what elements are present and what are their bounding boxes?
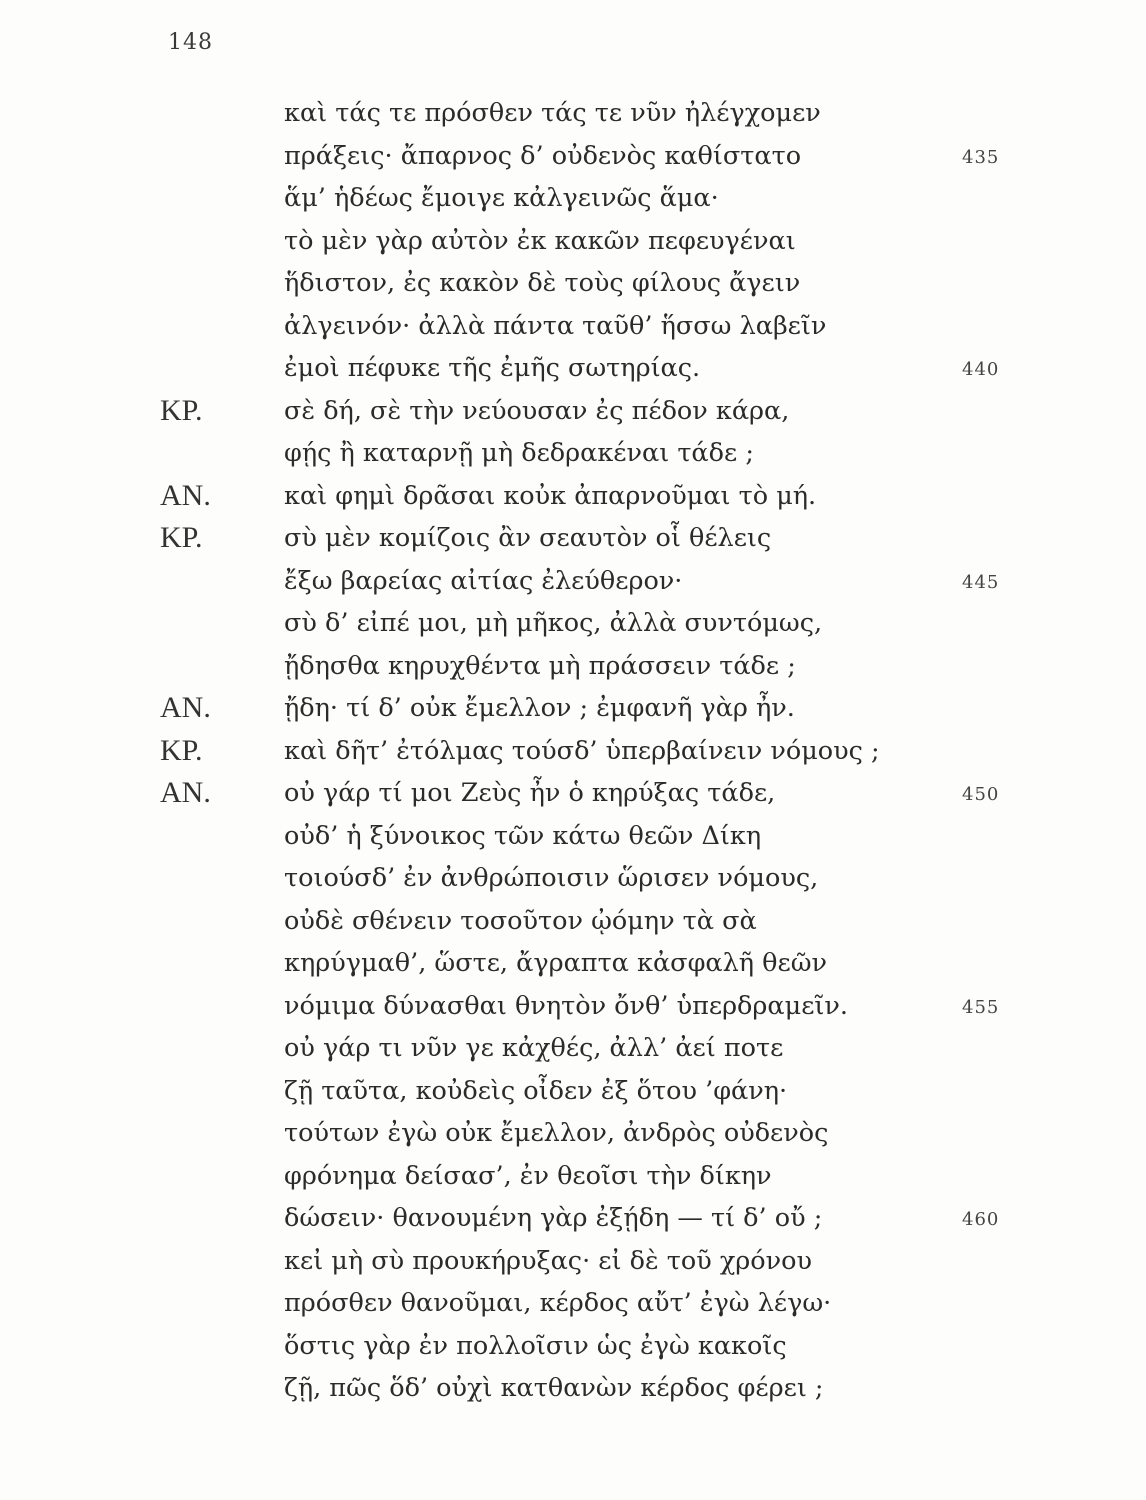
verse-line [0, 857, 1146, 900]
verse-line [0, 1112, 1146, 1155]
verse-text: ἔξω βαρείας αἰτίας ἐλεύθερον· [284, 565, 683, 596]
verse-text: ζῇ, πῶς ὅδ’ οὐχὶ κατθανὼν κέρδος φέρει ; [284, 1373, 824, 1403]
verse-text: ᾔδησθα κηρυχθέντα μὴ πράσσειν τάδε ; [284, 650, 796, 681]
verse-text: ζῇ ταῦτα, κοὐδεὶς οἶδεν ἐξ ὅτου ’φάνη· [284, 1075, 788, 1106]
speaker-label: ΑΝ. [160, 776, 211, 809]
line-number: 445 [962, 571, 1000, 593]
verse-text: ἥδιστον, ἐς κακὸν δὲ τοὺς φίλους ἄγειν [284, 268, 801, 298]
verse-line [0, 730, 1146, 773]
line-number: 455 [962, 996, 1000, 1018]
verse-line [0, 1155, 1146, 1198]
verse-text: νόμιμα δύνασθαι θνητὸν ὄνθ’ ὑπερδραμεῖν. [284, 990, 849, 1021]
verse-text: φῄς ἢ καταρνῇ μὴ δεδρακέναι τάδε ; [284, 438, 754, 468]
verse-text: σὺ δ’ εἰπέ μοι, μὴ μῆκος, ἀλλὰ συντόμως, [284, 608, 823, 638]
verse-line [0, 220, 1146, 263]
verse-line [0, 1027, 1146, 1070]
verse-text-block [0, 92, 1146, 1410]
verse-line [0, 560, 1146, 603]
verse-text: φρόνημα δείσασ’, ἐν θεοῖσι τὴν δίκην [284, 1160, 772, 1191]
verse-line [0, 1197, 1146, 1240]
line-number: 435 [962, 146, 1000, 168]
verse-line [0, 1070, 1146, 1113]
verse-line [0, 1282, 1146, 1325]
speaker-label: ΚΡ. [160, 733, 203, 767]
verse-text: τὸ μὲν γὰρ αὐτὸν ἐκ κακῶν πεφευγέναι [284, 225, 796, 256]
verse-text: οὐδὲ σθένειν τοσοῦτον ᾠόμην τὰ σὰ [284, 905, 757, 936]
verse-text: πρόσθεν θανοῦμαι, κέρδος αὔτ’ ἐγὼ λέγω· [284, 1288, 832, 1318]
verse-line [0, 262, 1146, 305]
verse-line [0, 135, 1146, 178]
verse-text: ἅμ’ ἡδέως ἔμοιγε κἀλγεινῶς ἅμα· [284, 183, 719, 213]
verse-text: καὶ τάς τε πρόσθεν τάς τε νῦν ἠλέγχομεν [284, 98, 821, 128]
line-number: 440 [962, 359, 1000, 380]
verse-line [0, 177, 1146, 220]
verse-text: κεἰ μὴ σὺ προυκήρυξας· εἰ δὲ τοῦ χρόνου [284, 1245, 812, 1276]
verse-line [0, 432, 1146, 475]
page-number: 148 [168, 30, 213, 55]
verse-text: οὐδ’ ἡ ξύνοικος τῶν κάτω θεῶν Δίκη [284, 820, 762, 851]
verse-text: σὺ μὲν κομίζοις ἂν σεαυτὸν οἷ θέλεις [284, 523, 772, 553]
verse-line [0, 645, 1146, 688]
speaker-label: ΚΡ. [160, 393, 203, 427]
verse-line [0, 92, 1146, 135]
verse-text: τούτων ἐγὼ οὐκ ἔμελλον, ἀνδρὸς οὐδενὸς [284, 1118, 829, 1148]
verse-line [0, 687, 1146, 730]
verse-text: οὐ γάρ τί μοι Ζεὺς ἦν ὁ κηρύξας τάδε, [284, 778, 776, 808]
speaker-label: ΚΡ. [160, 521, 203, 554]
verse-text: ὅστις γὰρ ἐν πολλοῖσιν ὡς ἐγὼ κακοῖς [284, 1330, 787, 1361]
verse-text: δώσειν· θανουμένη γὰρ ἐξῄδη — τί δ’ οὔ ; [284, 1203, 823, 1233]
verse-text: κηρύγμαθ’, ὥστε, ἄγραπτα κἀσφαλῆ θεῶν [284, 948, 828, 978]
verse-line [0, 602, 1146, 645]
verse-line [0, 942, 1146, 985]
verse-text: ἐμοὶ πέφυκε τῆς ἐμῆς σωτηρίας. [284, 353, 701, 383]
verse-line [0, 1367, 1146, 1410]
verse-text: ἀλγεινόν· ἀλλὰ πάντα ταῦθ’ ἥσσω λαβεῖν [284, 310, 827, 341]
verse-line [0, 517, 1146, 560]
verse-text: οὐ γάρ τι νῦν γε κἀχθές, ἀλλ’ ἀεί ποτε [284, 1033, 784, 1063]
speaker-label: ΑΝ. [160, 478, 211, 512]
verse-line [0, 1240, 1146, 1283]
verse-line [0, 985, 1146, 1028]
verse-text: καὶ δῆτ’ ἐτόλμας τούσδ’ ὑπερβαίνειν νόμους ; [284, 735, 880, 766]
verse-text: τοιούσδ’ ἐν ἀνθρώποισιν ὥρισεν νόμους, [284, 863, 819, 893]
verse-line [0, 475, 1146, 518]
verse-text: σὲ δή, σὲ τὴν νεύουσαν ἐς πέδον κάρα, [284, 395, 790, 426]
verse-text: ᾔδη· τί δ’ οὐκ ἔμελλον ; ἐμφανῆ γὰρ ἦν. [284, 693, 795, 723]
verse-line [0, 347, 1146, 390]
verse-line [0, 900, 1146, 943]
verse-line [0, 1325, 1146, 1368]
verse-text: καὶ φημὶ δρᾶσαι κοὐκ ἀπαρνοῦμαι τὸ μή. [284, 480, 817, 511]
verse-line [0, 390, 1146, 433]
line-number: 450 [962, 784, 1000, 805]
speaker-label: ΑΝ. [160, 691, 211, 724]
line-number: 460 [962, 1209, 1000, 1230]
verse-line [0, 772, 1146, 815]
verse-line [0, 305, 1146, 348]
verse-text: πράξεις· ἄπαρνος δ’ οὐδενὸς καθίστατο [284, 140, 802, 171]
verse-line [0, 815, 1146, 858]
